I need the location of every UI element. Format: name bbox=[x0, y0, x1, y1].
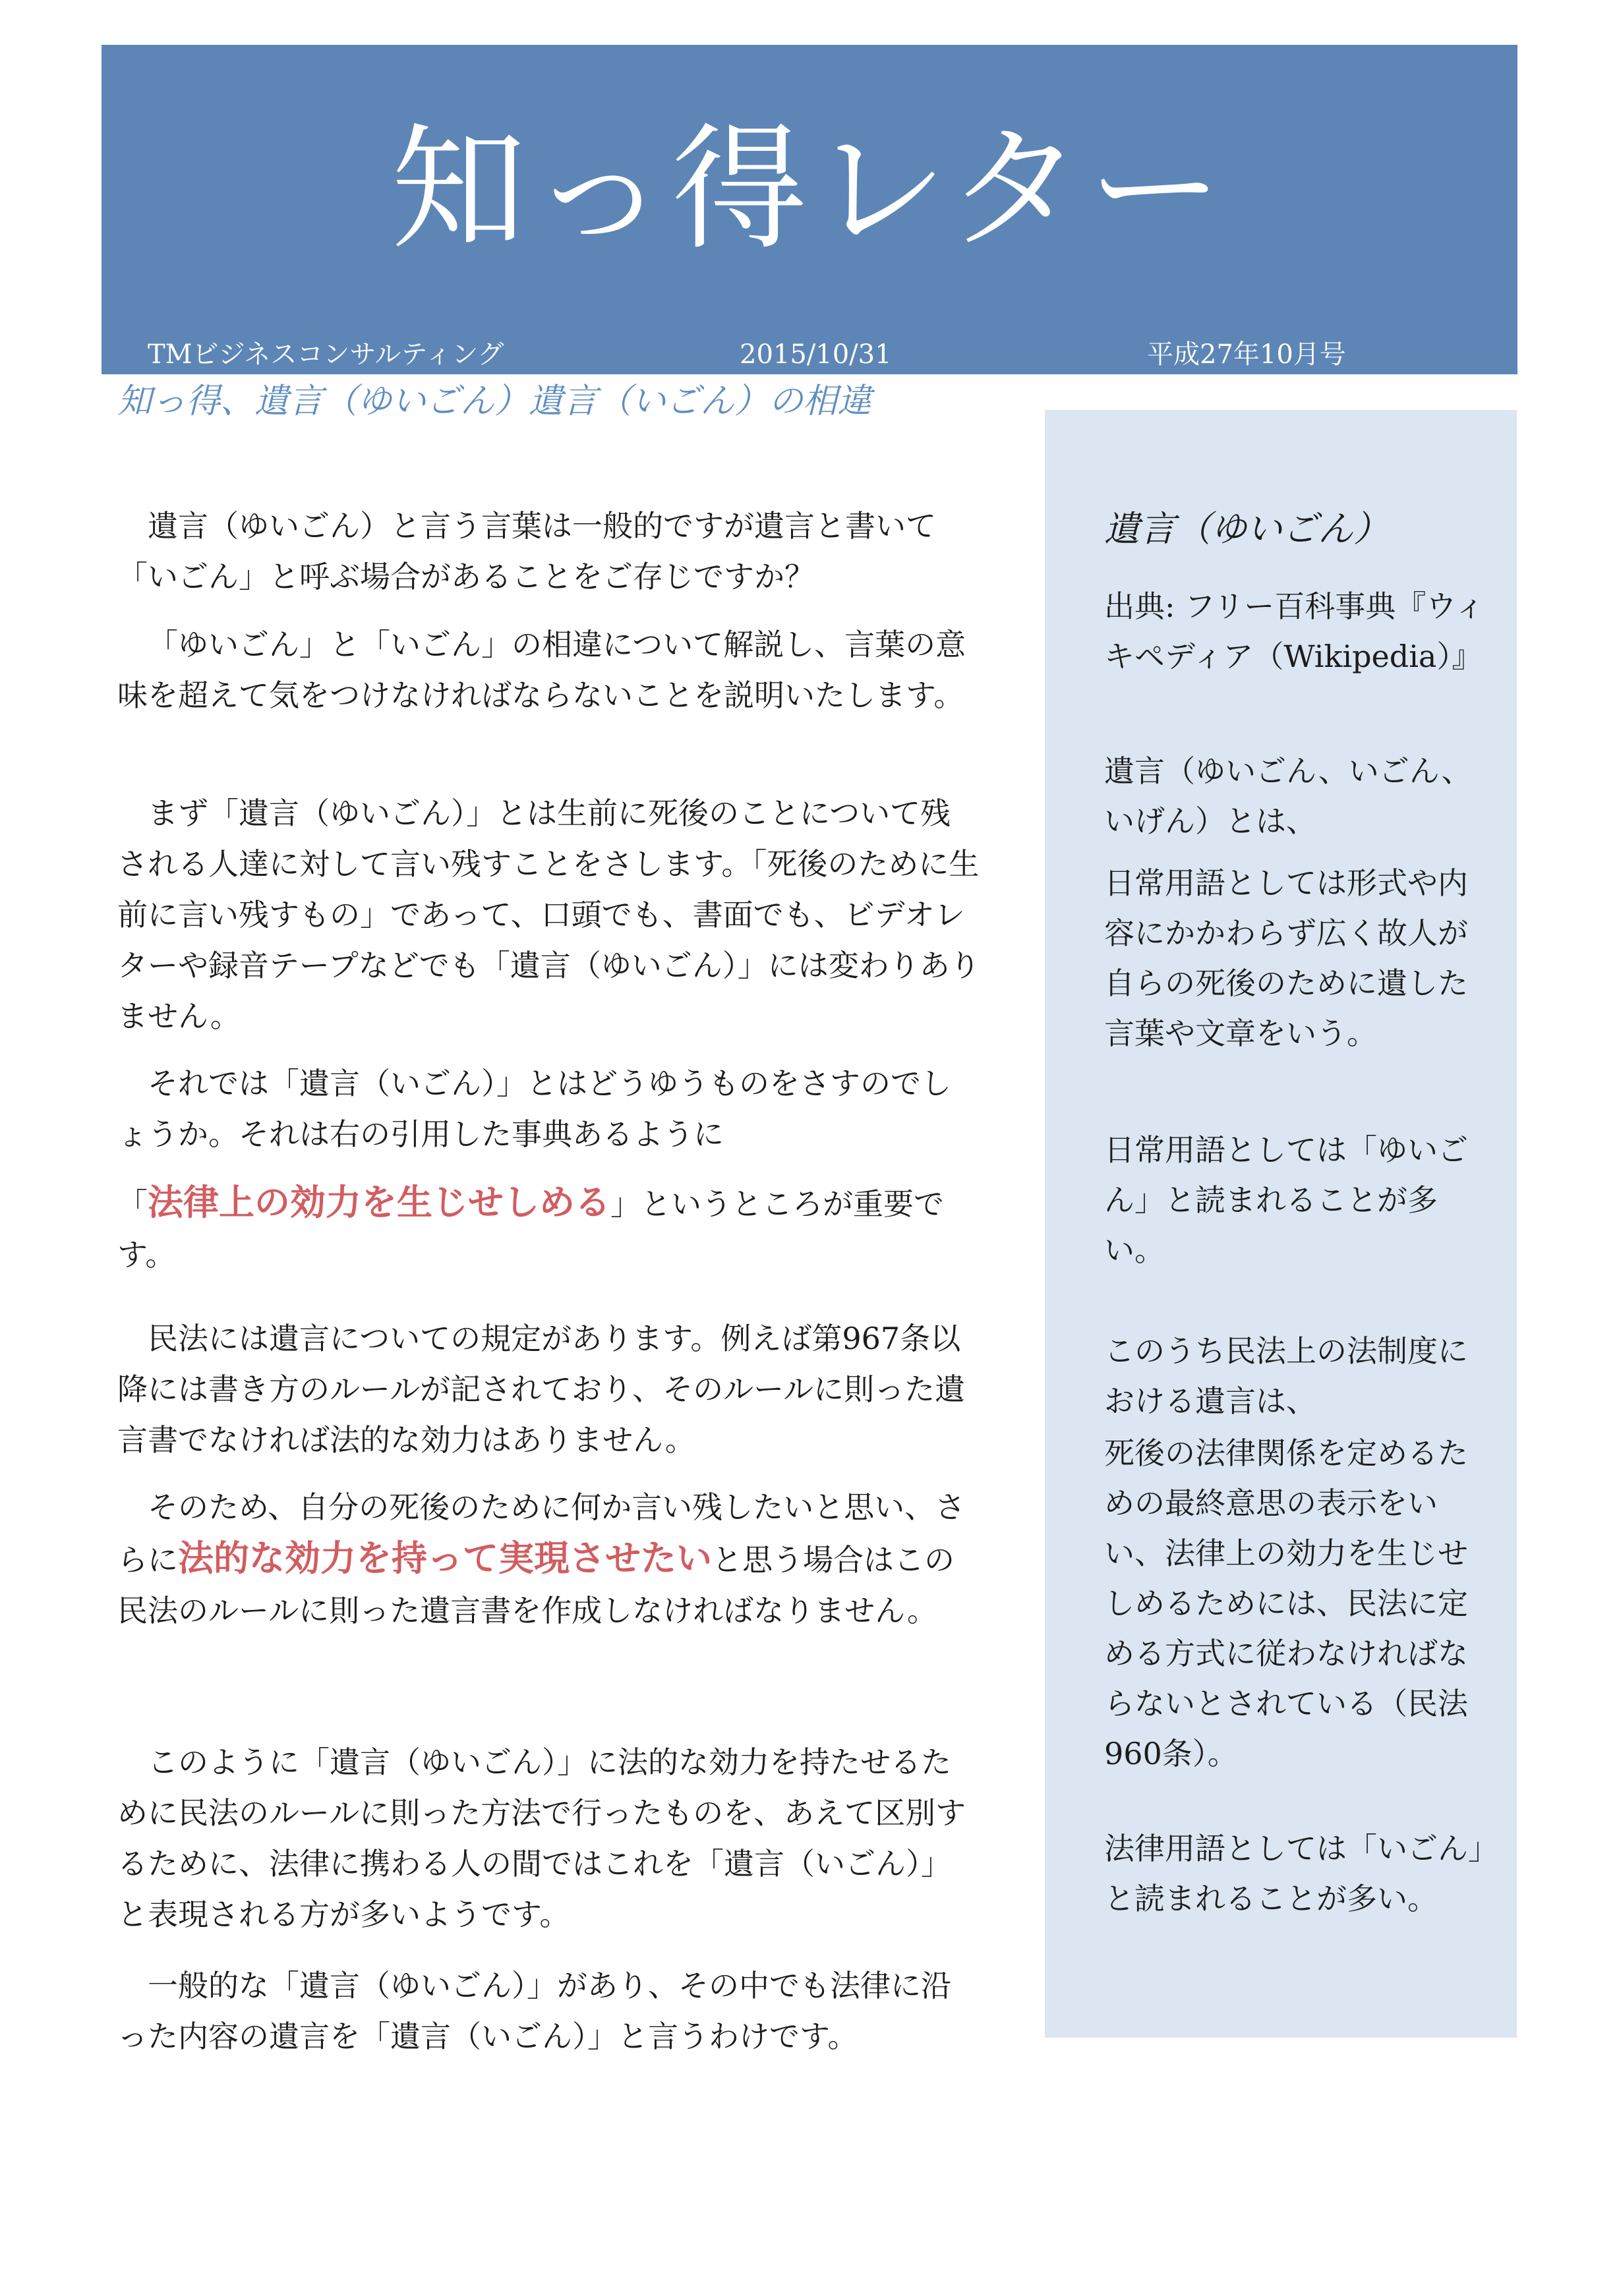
paragraph-7-start: そのため、自分の死後のために何か言い残したいと思い、さらに bbox=[117, 1489, 966, 1578]
paragraph-5-rest: 」というところが重要です。 bbox=[117, 1186, 944, 1273]
article-paragraph-7 bbox=[117, 1482, 981, 1636]
sidebar-source: 出典: フリー百科事典『ウィキペディア（Wikipedia）』 bbox=[1104, 588, 1485, 674]
sidebar-heading: 遺言（ゆいごん） bbox=[1104, 508, 1389, 550]
newsletter-title: 知っ得レター bbox=[391, 111, 1228, 268]
company-name: TMビジネスコンサルティング bbox=[148, 339, 504, 370]
sidebar-common-usage: 日常用語としては形式や内容にかかわらず広く故人が自らの死後のために遺した言葉や文章をいう。 bbox=[1104, 865, 1468, 1051]
paragraph-5-open-bracket: 「 bbox=[117, 1186, 148, 1222]
article-paragraph-8: このように「遺言（ゆいごん）」に法的な効力を持たせるために民法のルールに則った方法で行ったものを、あえて区別するために、法律に携わる人の間ではこれを「遺言（いごん）」と表現される方が多いようです。 bbox=[117, 1744, 966, 1932]
article-subtitle: 知っ得、遺言（ゆいごん）遺言（いごん）の相違 bbox=[117, 382, 872, 421]
sidebar-civil-law-definition: 死後の法律関係を定めるための最終意思の表示をいい、法律上の効力を生じせしめるためには、民法に定める方式に従わなければならないとされている（民法960条）。 bbox=[1104, 1435, 1468, 1771]
paragraph-7-end: と思う場合はこの民法のルールに則った遺言書を作成しなければなりません。 bbox=[117, 1542, 955, 1628]
sidebar-legal-reading: 法律用語としては「いごん」と読まれることが多い。 bbox=[1104, 1831, 1483, 1916]
issue-number: 平成27年10月号 bbox=[1147, 339, 1346, 370]
sidebar-civil-law-intro: このうち民法上の法制度における遺言は、 bbox=[1104, 1333, 1468, 1419]
article-paragraph-5 bbox=[117, 1177, 981, 1280]
highlight-legal-effect: 法律上の効力を生じせしめる bbox=[148, 1181, 610, 1223]
article-paragraph-6: 民法には遺言についての規定があります。例えば第967条以降には書き方のルールが記されており、そのルールに則った遺言書でなければ法的な効力はありません。 bbox=[117, 1321, 966, 1458]
sidebar-quote-box bbox=[1045, 410, 1517, 2038]
article-paragraph-4: それでは「遺言（いごん）」とはどうゆうものをさすのでしょうか。それは右の引用した事典あるように bbox=[117, 1066, 951, 1152]
sidebar-definition: 遺言（ゆいごん、いごん、いげん）とは、 bbox=[1104, 753, 1472, 839]
article-paragraph-2: 「ゆいごん」と「いごん」の相違について解説し、言葉の意味を超えて気をつけなければならないことを説明いたします。 bbox=[117, 627, 966, 713]
masthead-banner bbox=[102, 45, 1517, 374]
sidebar-common-reading: 日常用語としては「ゆいごん」と読まれることが多い。 bbox=[1104, 1132, 1468, 1268]
article-paragraph-1: 遺言（ゆいごん）と言う言葉は一般的ですが遺言と書いて「いごん」と呼ぶ場合があることをご存じですか？ bbox=[117, 508, 936, 594]
article-paragraph-9: 一般的な「遺言（ゆいごん）」があり、その中でも法律に沿った内容の遺言を「遺言（いごん）」と言うわけです。 bbox=[117, 1968, 951, 2054]
highlight-legal-force: 法的な効力を持って実現させたい bbox=[178, 1537, 712, 1579]
article-paragraph-3: まず「遺言（ゆいごん）」とは生前に死後のことについて残される人達に対して言い残すことをさします。「死後のために生前に言い残すもの」であって、口頭でも、書面でも、ビデオレターや録音テープなどでも「遺言（ゆいごん）」には変わりありません。 bbox=[117, 795, 980, 1034]
issue-date: 2015/10/31 bbox=[740, 339, 892, 370]
